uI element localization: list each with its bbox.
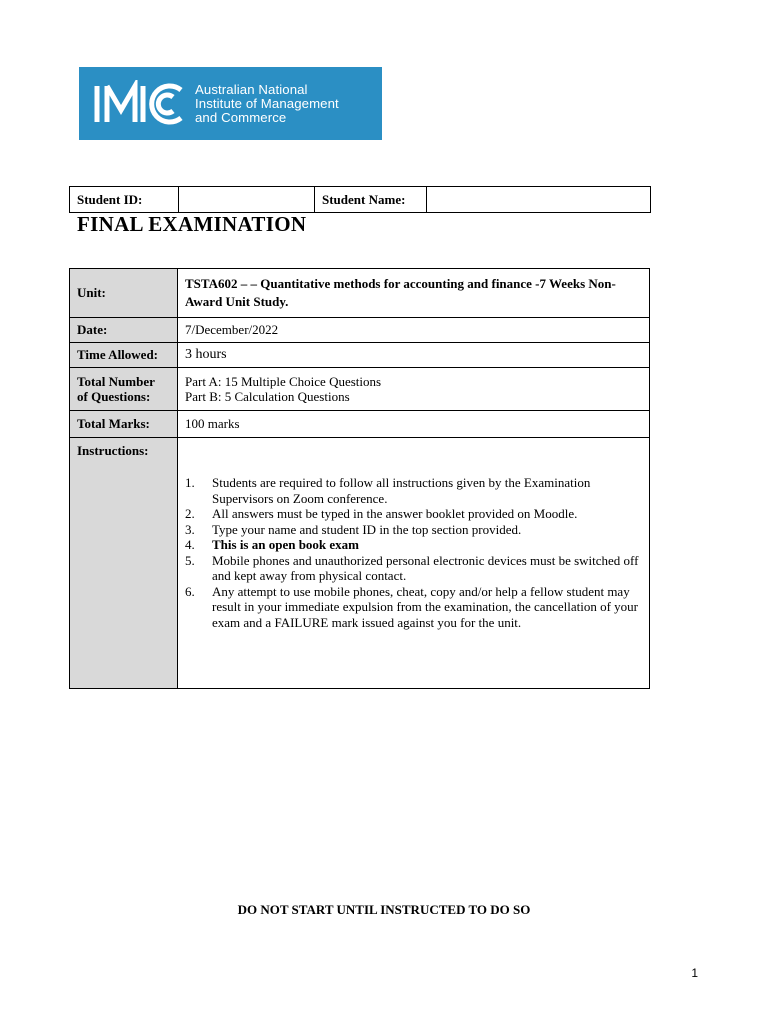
time-allowed-value: 3 hours [178, 343, 650, 368]
instruction-item [185, 553, 641, 584]
instruction-item [185, 584, 641, 631]
institution-logo [79, 67, 382, 140]
student-name-field[interactable] [427, 187, 651, 213]
instruction-item [185, 522, 641, 538]
part-a-questions: Part A: 15 Multiple Choice Questions [185, 374, 382, 389]
imc-logo-mark [93, 80, 187, 128]
student-name-label: Student Name: [315, 187, 427, 213]
instructions-cell [178, 438, 650, 689]
instruction-number: 5. [185, 552, 195, 568]
date-label: Date: [70, 318, 178, 343]
instruction-text: Students are required to follow all instructions given by the Examination Supervisors on Zoom conference. [212, 475, 591, 506]
date-value: 7/December/2022 [178, 318, 650, 343]
student-id-label: Student ID: [70, 187, 179, 213]
start-notice: DO NOT START UNTIL INSTRUCTED TO DO SO [237, 902, 531, 917]
instruction-number: 6. [185, 583, 195, 599]
instruction-number: 3. [185, 521, 195, 537]
instruction-text: All answers must be typed in the answer booklet provided on Moodle. [212, 506, 578, 521]
student-id-field[interactable] [179, 187, 315, 213]
instructions-list [185, 475, 641, 630]
logo-line-3: and Commerce [195, 109, 287, 125]
instruction-text: This is an open book exam [212, 537, 360, 552]
instruction-number: 4. [185, 537, 195, 552]
unit-label: Unit: [70, 269, 178, 318]
instruction-item [185, 537, 641, 553]
total-questions-value [178, 368, 650, 411]
instruction-item [185, 506, 641, 522]
instruction-number: 1. [185, 475, 195, 490]
instruction-text: Type your name and student ID in the top section provided. [212, 521, 522, 537]
page-title: FINAL EXAMINATION [77, 212, 307, 236]
total-marks-value: 100 marks [178, 411, 650, 438]
instruction-text: Mobile phones and unauthorized personal electronic devices must be switched off and kept away from physical contact. [212, 552, 639, 583]
student-info-table [69, 186, 651, 213]
total-questions-label-line-1: Total Number [77, 374, 155, 389]
logo-line-2: Institute of Management [195, 95, 339, 111]
total-questions-label [70, 368, 178, 411]
total-marks-label: Total Marks: [70, 411, 178, 438]
instruction-text: Any attempt to use mobile phones, cheat, copy and/or help a fellow student may result in your immediate expulsion from the examination, the cancellation of your exam and a FAILURE mark issued against you for the unit. [212, 583, 638, 630]
exam-details-table [69, 268, 650, 689]
part-b-questions: Part B: 5 Calculation Questions [185, 389, 350, 404]
logo-wordmark [195, 83, 339, 125]
page-number: 1 [691, 966, 698, 980]
time-allowed-label: Time Allowed: [70, 343, 178, 368]
instruction-number: 2. [185, 506, 195, 521]
total-questions-label-line-2: of Questions: [77, 389, 151, 404]
instruction-item [185, 475, 641, 506]
unit-value: TSTA602 – – Quantitative methods for accounting and finance -7 Weeks Non-Award Unit Study. [178, 269, 650, 318]
instructions-label: Instructions: [70, 438, 178, 689]
logo-line-1: Australian National [195, 81, 308, 97]
